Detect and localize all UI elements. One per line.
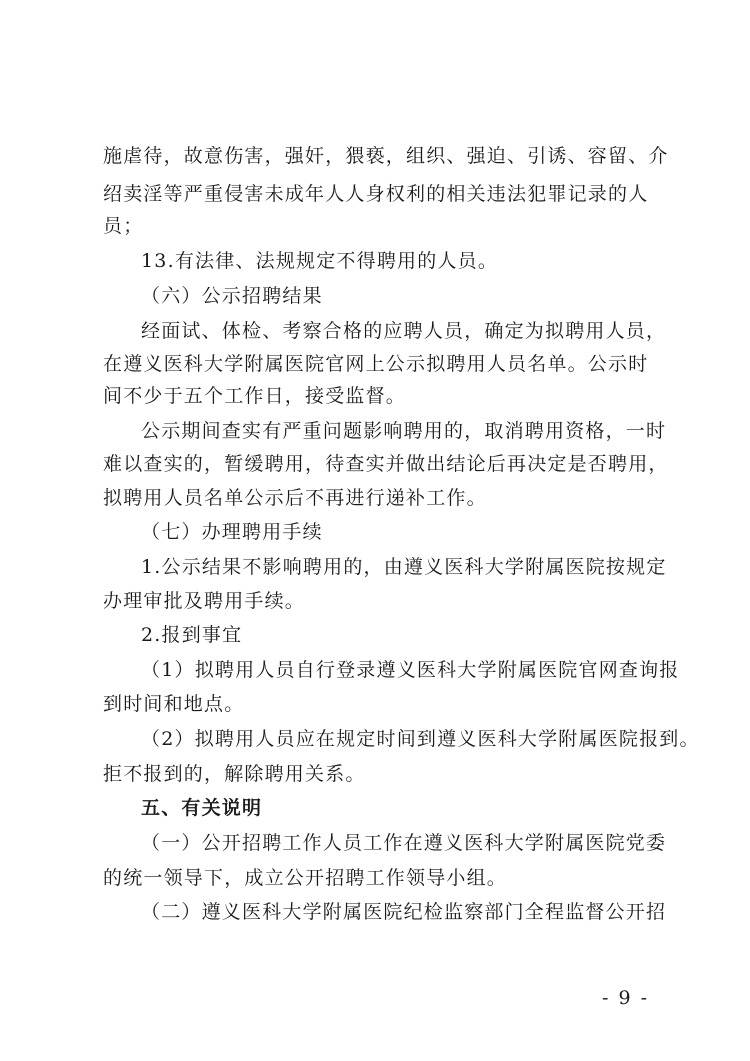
- body-text-line: 的统一领导下，成立公开招聘工作领导小组。: [103, 867, 508, 889]
- body-text-line: 办理审批及聘用手续。: [103, 590, 306, 612]
- page-number: - 9 -: [602, 987, 650, 1009]
- body-text-line: 到时间和地点。: [103, 693, 245, 715]
- body-text-line: 间不少于五个工作日，接受监督。: [103, 385, 407, 407]
- list-item-2-1: （1）拟聘用人员自行登录遵义医科大学附属医院官网查询报: [141, 659, 680, 681]
- list-item-1: 1.公示结果不影响聘用的，由遵义医科大学附属医院按规定: [141, 556, 667, 578]
- list-item-2: 2.报到事宜: [141, 624, 243, 646]
- body-text-line: 绍卖淫等严重侵害未成年人人身权利的相关违法犯罪记录的人: [103, 183, 649, 205]
- body-text-line: 难以查实的，暂缓聘用，待查实并做出结论后再决定是否聘用，: [103, 453, 669, 475]
- body-text-line: 拟聘用人员名单公示后不再进行递补工作。: [103, 487, 487, 509]
- body-text-line: 在遵义医科大学附属医院官网上公示拟聘用人员名单。公示时: [103, 353, 649, 375]
- section-heading: 五、有关说明: [141, 797, 263, 819]
- section-subheading: （六）公示招聘结果: [141, 285, 323, 307]
- body-text-line: 施虐待，故意伤害，强奸，猥亵，组织、强迫、引诱、容留、介: [103, 145, 669, 167]
- body-text-line: （二）遵义医科大学附属医院纪检监察部门全程监督公开招: [141, 901, 667, 923]
- section-subheading: （七）办理聘用手续: [141, 521, 323, 543]
- list-item-2-2: （2）拟聘用人员应在规定时间到遵义医科大学附属医院报到。: [141, 728, 700, 750]
- list-item-13: 13.有法律、法规规定不得聘用的人员。: [141, 250, 499, 272]
- body-text-line: 经面试、体检、考察合格的应聘人员，确定为拟聘用人员，: [141, 320, 667, 342]
- body-text-line: 员；: [103, 215, 144, 237]
- body-text-line: 公示期间查实有严重问题影响聘用的，取消聘用资格，一时: [141, 420, 667, 442]
- body-text-line: 拒不报到的，解除聘用关系。: [103, 763, 366, 785]
- body-text-line: （一）公开招聘工作人员工作在遵义医科大学附属医院党委: [141, 832, 667, 854]
